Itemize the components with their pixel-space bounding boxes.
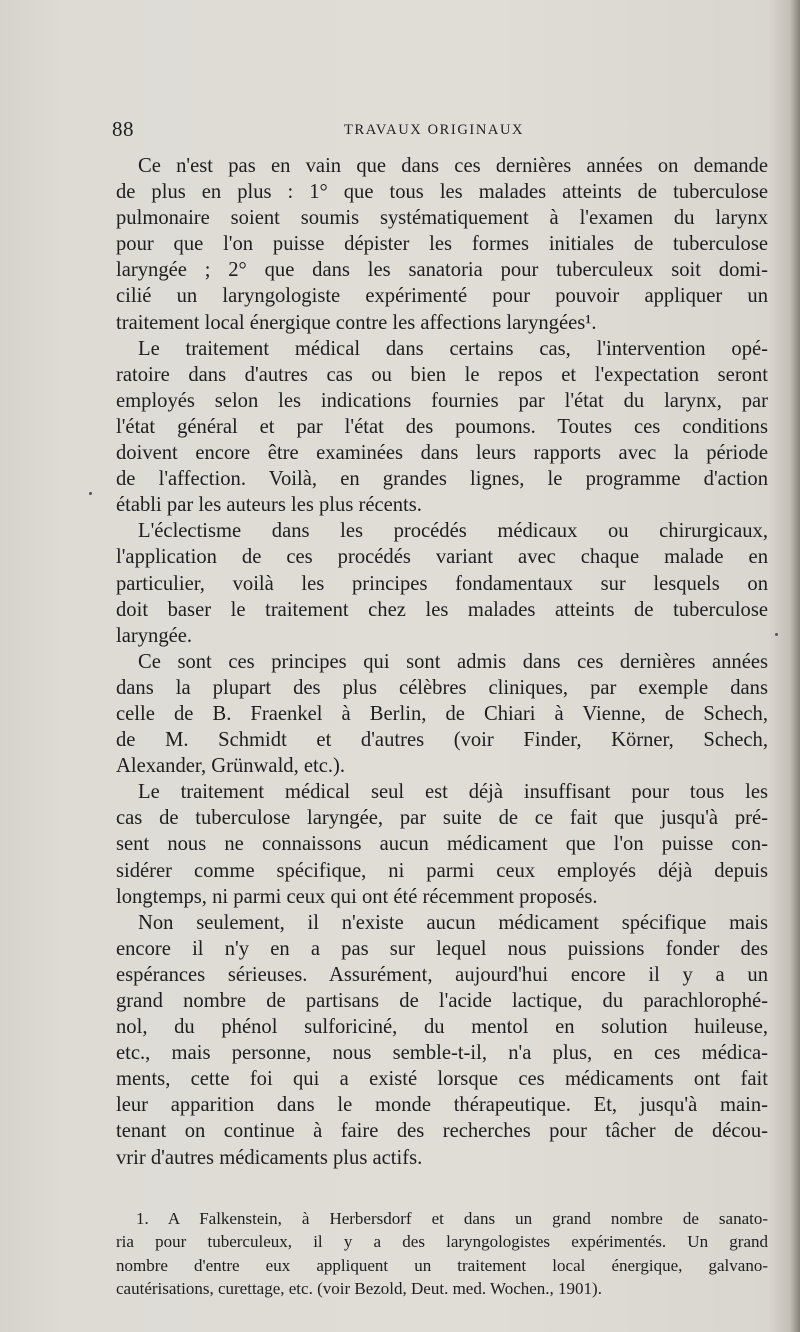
text-line: Le traitement médical dans certains cas, l'intervention opé- (138, 337, 768, 360)
text-line: pour que l'on puisse dépister les formes initiales de tuberculose (116, 233, 768, 256)
text-line: l'application de ces procédés variant avec chaque malade en (116, 546, 768, 569)
text-line: établi par les auteurs les plus récents. (116, 494, 422, 517)
footnote-line: ria pour tuberculeux, il y a des laryngologistes expérimentés. Un grand (116, 1232, 768, 1252)
text-line: dans la plupart des plus célèbres cliniques, par exemple dans (116, 676, 768, 699)
text-line: Ce sont ces principes qui sont admis dans ces dernières années (138, 650, 768, 673)
text-line: nol, du phénol sulforiciné, du mentol en solution huileuse, (116, 1016, 768, 1039)
text-line: L'éclectisme dans les procédés médicaux ou chirurgicaux, (138, 520, 768, 543)
print-speck (89, 492, 92, 495)
text-line: doivent encore être examinées dans leurs rapports avec la période (116, 442, 768, 465)
text-line: leur apparition dans le monde thérapeutique. Et, jusqu'à main- (116, 1094, 768, 1117)
text-line: Ce n'est pas en vain que dans ces dernières années on demande (138, 155, 768, 177)
text-line: de plus en plus : 1° que tous les malades atteints de tuberculose (116, 181, 768, 204)
text-line: vrir d'autres médicaments plus actifs. (116, 1146, 423, 1169)
text-line: particulier, voilà les principes fondamentaux sur lesquels on (116, 572, 768, 595)
text-line: pulmonaire soient soumis systématiquement à l'examen du larynx (116, 207, 768, 230)
text-line: laryngée ; 2° que dans les sanatoria pour tuberculeux soit domi- (116, 259, 768, 282)
text-line: tenant on continue à faire des recherches pour tâcher de décou- (116, 1120, 768, 1143)
text-line: celle de B. Fraenkel à Berlin, de Chiari à Vienne, de Schech, (116, 702, 768, 725)
text-line: Le traitement médical seul est déjà insuffisant pour tous les (138, 781, 768, 804)
text-line: l'état général et par l'état des poumons. Toutes ces conditions (116, 415, 768, 438)
text-line: cas de tuberculose laryngée, par suite de ce fait que jusqu'à pré- (116, 807, 768, 830)
text-line: ratoire dans d'autres cas ou bien le repos et l'expectation seront (116, 363, 768, 386)
text-line: Non seulement, il n'existe aucun médicament spécifique mais (138, 911, 768, 934)
text-line: etc., mais personne, nous semble-t-il, n'a plus, en ces médica- (116, 1042, 768, 1065)
text-line: traitement local énergique contre les affections laryngées¹. (116, 311, 597, 334)
footnote-line: nombre d'entre eux appliquent un traitement local énergique, galvano- (116, 1255, 768, 1275)
text-line: ments, cette foi qui a existé lorsque ces médicaments ont fait (116, 1068, 768, 1091)
page-header (112, 117, 672, 147)
print-speck (775, 633, 778, 636)
page-number: 88 (112, 117, 134, 141)
text-line: sidérer comme spécifique, ni parmi ceux employés déjà depuis (116, 859, 768, 882)
footnote-line: cautérisations, curettage, etc. (voir Bezold, Deut. med. Wochen., 1901). (116, 1278, 602, 1298)
text-line: longtemps, ni parmi ceux qui ont été récemment proposés. (116, 885, 598, 908)
text-line: espérances sérieuses. Assurément, aujourd'hui encore il y a un (116, 963, 768, 986)
text-line: sent nous ne connaissons aucun médicament que l'on puisse con- (116, 833, 768, 856)
footnote (116, 1207, 768, 1300)
text-line: grand nombre de partisans de l'acide lactique, du parachlorophé- (116, 990, 768, 1012)
text-line: doit baser le traitement chez les malades atteints de tuberculose (116, 598, 768, 621)
text-line: encore il n'y en a pas sur lequel nous puissions fonder des (116, 937, 768, 960)
text-line: laryngée. (116, 624, 193, 647)
text-line: de l'affection. Voilà, en grandes lignes, le programme d'action (116, 468, 768, 491)
text-line: cilié un laryngologiste expérimenté pour pouvoir appliquer un (116, 285, 768, 308)
footnote-line: 1. A Falkenstein, à Herbersdorf et dans un grand nombre de sanato- (136, 1209, 768, 1228)
page-edge-shadow (790, 0, 800, 1332)
text-line: employés selon les indications fournies par l'état du larynx, par (116, 389, 768, 412)
text-line: Alexander, Grünwald, etc.). (116, 755, 346, 778)
text-line: de M. Schmidt et d'autres (voir Finder, Körner, Schech, (116, 729, 768, 752)
running-head: TRAVAUX ORIGINAUX (344, 122, 525, 138)
body-text (116, 153, 768, 1171)
